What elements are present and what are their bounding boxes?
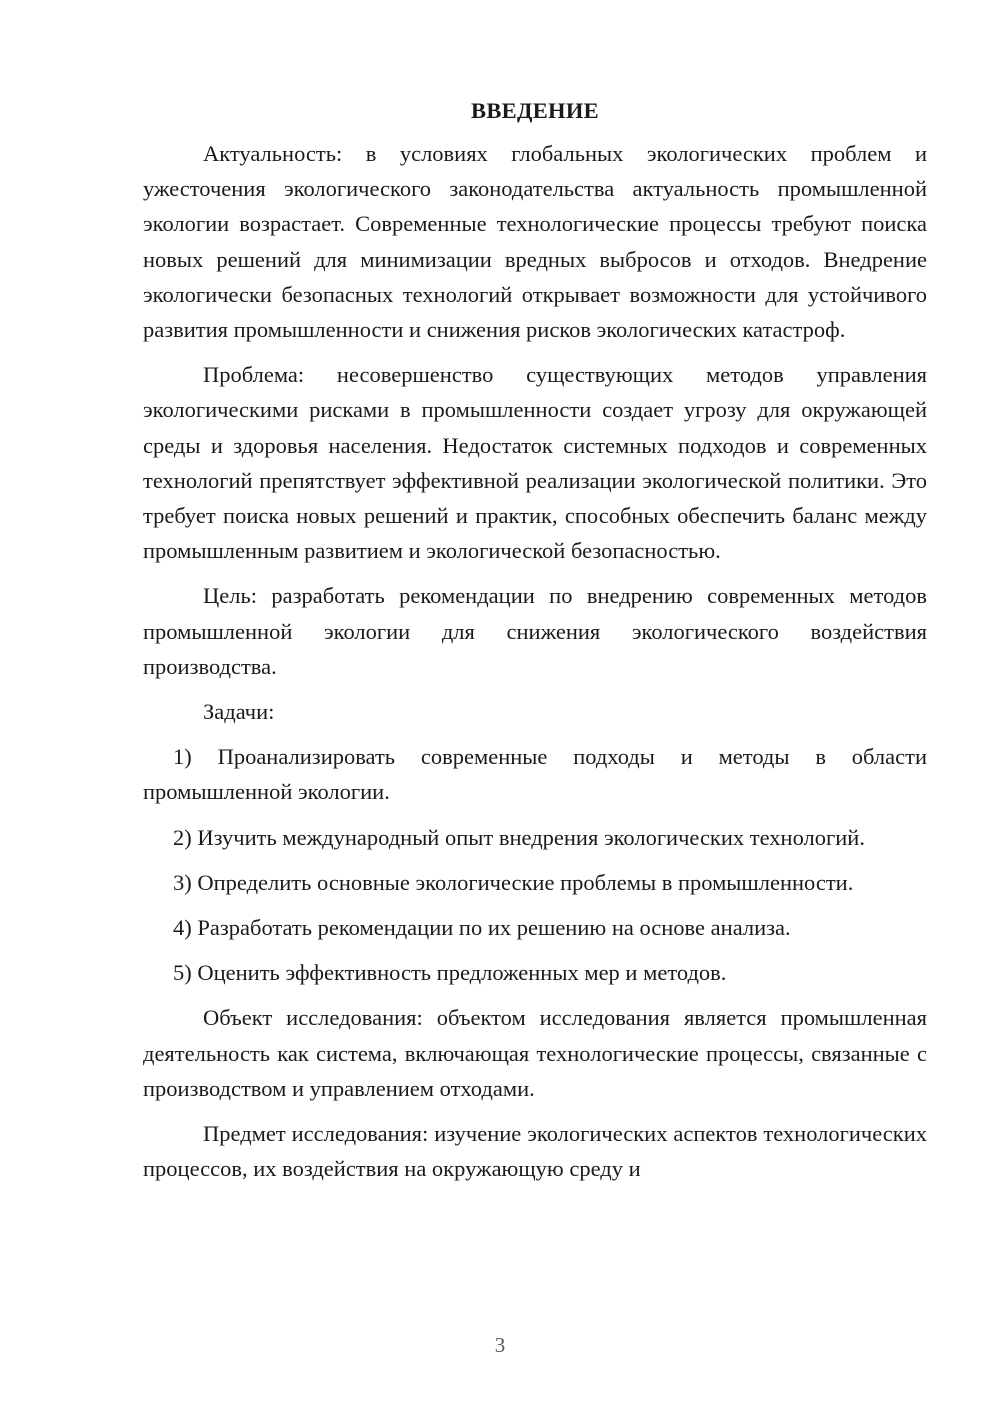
subject-paragraph: Предмет исследования: изучение экологических аспектов технологических процессов, их воздействия на окружающую среду и [143,1121,927,1182]
list-item: 4) Разработать рекомендации по их решению на основе анализа. [173,915,791,941]
goal-paragraph: Цель: разработать рекомендации по внедрению современных методов промышленной экологии для снижения экологического воздействия производства. [143,583,927,679]
list-item: 2) Изучить международный опыт внедрения экологических технологий. [173,824,865,850]
tasks-list [143,739,927,990]
list-item: 1) Проанализировать современные подходы и методы в области промышленной экологии. [143,744,927,805]
list-item: 5) Оценить эффективность предложенных мер и методов. [173,960,727,986]
page-number: 3 [494,1333,506,1357]
tasks-label: Задачи: [203,699,275,725]
page-title: ВВЕДЕНИЕ [471,98,599,123]
relevance-paragraph: Актуальность: в условиях глобальных экологических проблем и ужесточения экологического законодательства актуальность промышленной экологии возрастает. Современные технологические процессы требуют поиска новых решений для минимизации вредных выбросов и отходов. Внедрение экологически безопасных технологий открывает возможности для устойчивого развития промышленности и снижения рисков экологических катастроф. [143,141,927,343]
page-content [143,96,927,1196]
list-item: 3) Определить основные экологические проблемы в промышленности. [173,869,854,895]
object-paragraph: Объект исследования: объектом исследования является промышленная деятельность как система, включающая технологические процессы, связанные с производством и управлением отходами. [143,1005,927,1101]
problem-paragraph: Проблема: несовершенство существующих методов управления экологическими рисками в промышленности создает угрозу для окружающей среды и здоровья населения. Недостаток системных подходов и современных технологий препятствует эффективной реализации экологической политики. Это требует поиска новых решений и практик, способных обеспечить баланс между промышленным развитием и экологической безопасностью. [143,362,927,564]
